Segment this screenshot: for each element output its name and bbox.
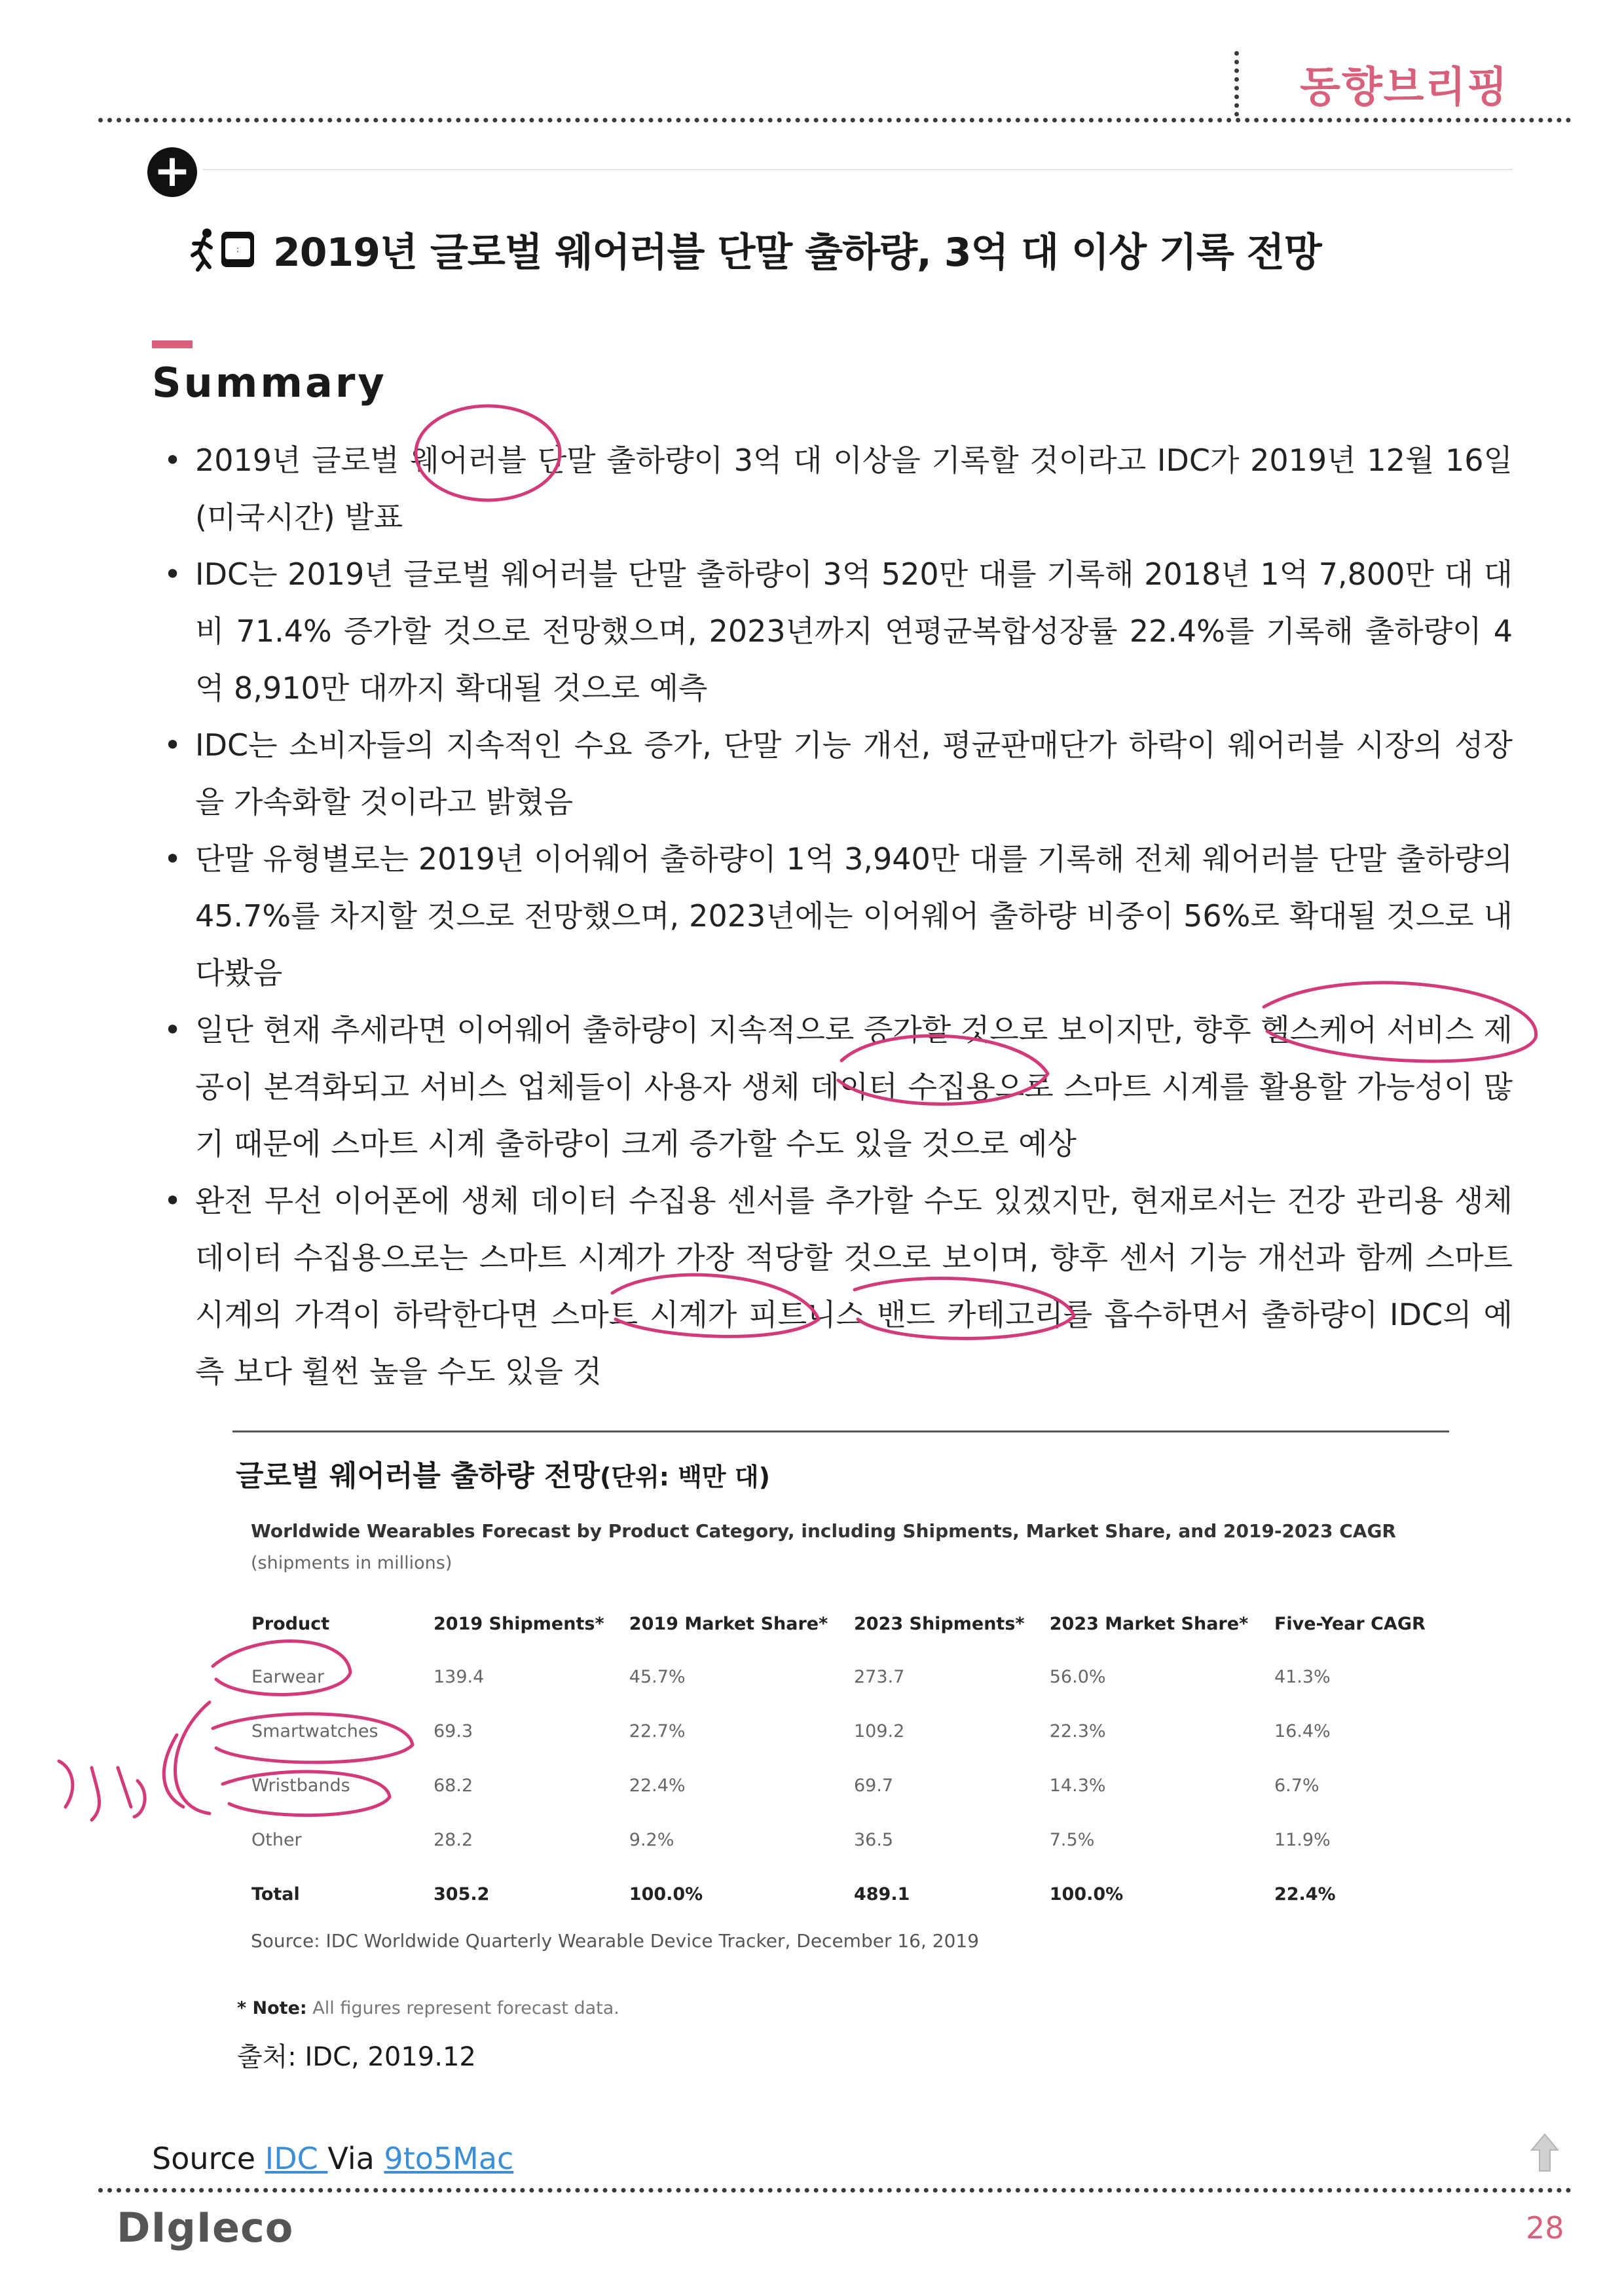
table-cell: 22.4% bbox=[1274, 1884, 1336, 1904]
column-header: 2019 Market Share* bbox=[629, 1613, 828, 1634]
table-cell: 11.9% bbox=[1274, 1830, 1331, 1850]
table-cell: 22.3% bbox=[1049, 1721, 1106, 1741]
table-cell: 68.2 bbox=[434, 1776, 473, 1796]
table-cell: 109.2 bbox=[853, 1721, 905, 1741]
page-number: 28 bbox=[1526, 2210, 1564, 2246]
forecast-table bbox=[242, 1597, 1441, 1922]
figure-title: 글로벌 웨어러블 출하량 전망(단위: 백만 대) bbox=[236, 1459, 770, 1493]
table-cell: Total bbox=[251, 1884, 300, 1904]
bullet-item: • IDC는 소비자들의 지속적인 수요 증가, 단말 기능 개선, 평균판매단가 하락이 웨어러블 시장의 성장을 가속화할 것이라고 밝혔음 bbox=[164, 717, 1513, 831]
table-cell: 28.2 bbox=[434, 1830, 473, 1850]
table-cell: Earwear bbox=[251, 1667, 325, 1687]
source-link-idc[interactable]: IDC bbox=[265, 2141, 328, 2176]
table-cell: Other bbox=[251, 1830, 302, 1850]
table-cell: 56.0% bbox=[1049, 1667, 1106, 1687]
figure-rule bbox=[232, 1430, 1449, 1432]
table-subtitle: (shipments in millions) bbox=[251, 1553, 452, 1573]
table-row bbox=[242, 1813, 1441, 1867]
footer-dotted-rule bbox=[98, 2188, 1572, 2193]
table-cell: 9.2% bbox=[629, 1830, 674, 1850]
table-cell: 41.3% bbox=[1274, 1667, 1331, 1687]
table-cell: 36.5 bbox=[853, 1830, 894, 1850]
table-total-row bbox=[242, 1867, 1441, 1922]
table-cell: Smartwatches bbox=[251, 1721, 378, 1741]
column-header: 2019 Shipments* bbox=[434, 1613, 604, 1634]
bullet-item: • 일단 현재 추세라면 이어웨어 출하량이 지속적으로 증가할 것으로 보이지만, 향후 헬스케어 서비스 제공이 본격화되고 서비스 업체들이 사용자 생체 데이터 수집용으로 스마트 시계를 활용할 가능성이 많기 때문에 스마트 시계 출하량이 크게 증가할 수도 있을 것으로 예상 bbox=[164, 1002, 1513, 1173]
table-source: Source: IDC Worldwide Quarterly Wearable Device Tracker, December 16, 2019 bbox=[251, 1930, 980, 1952]
article-title-row bbox=[190, 221, 1321, 278]
column-header: 2023 Shipments* bbox=[853, 1613, 1025, 1634]
bullet-item: • 단말 유형별로는 2019년 이어웨어 출하량이 1억 3,940만 대를 기록해 전체 웨어러블 단말 출하량의 45.7%를 차지할 것으로 전망했으며, 2023년에는 이어웨어 출하량 비중이 56%로 확대될 것으로 내다봤음 bbox=[164, 831, 1513, 1002]
table-cell: 45.7% bbox=[629, 1667, 686, 1687]
digieco-logo: DIgIeco bbox=[117, 2204, 294, 2251]
table-cell: 100.0% bbox=[629, 1884, 703, 1904]
table-cell: 7.5% bbox=[1049, 1830, 1095, 1850]
table-title: Worldwide Wearables Forecast by Product Category, including Shipments, Market Share, and 2019-2023 CAGR bbox=[251, 1520, 1396, 1542]
summary-heading: Summary bbox=[152, 359, 387, 407]
table-cell: 69.7 bbox=[853, 1776, 894, 1796]
table-cell: 273.7 bbox=[853, 1667, 905, 1687]
plus-icon: + bbox=[147, 147, 197, 197]
summary-accent-bar bbox=[152, 340, 193, 348]
article-title: 2019년 글로벌 웨어러블 단말 출하량, 3억 대 이상 기록 전망 bbox=[273, 230, 1321, 276]
table-cell: 139.4 bbox=[434, 1667, 485, 1687]
table-row bbox=[242, 1704, 1441, 1758]
summary-bullets bbox=[164, 432, 1513, 1400]
table-cell: Wristbands bbox=[251, 1776, 350, 1796]
scroll-top-arrow-icon[interactable] bbox=[1529, 2133, 1560, 2174]
bullet-item: • 완전 무선 이어폰에 생체 데이터 수집용 센서를 추가할 수도 있겠지만, 현재로서는 건강 관리용 생체 데이터 수집용으로는 스마트 시계가 가장 적당할 것으로 보이며, 향후 센서 기능 개선과 함께 스마트 시계의 가격이 하락한다면 스마트 시계가 피트니스 밴드 카테고리를 흡수하면서 출하량이 IDC의 예측 보다 휠썬 높을 수도 있을 것 bbox=[164, 1173, 1513, 1400]
bullet-item: • 2019년 글로벌 웨어러블 단말 출하량이 3억 대 이상을 기록할 것이라고 IDC가 2019년 12월 16일(미국시간) 발표 bbox=[164, 432, 1513, 546]
faint-rule bbox=[203, 169, 1513, 170]
svg-text::: : bbox=[236, 245, 240, 254]
table-cell: 305.2 bbox=[434, 1884, 490, 1904]
table-cell: 6.7% bbox=[1274, 1776, 1320, 1796]
table-row bbox=[242, 1758, 1441, 1813]
table-header-row bbox=[242, 1597, 1441, 1650]
table-cell: 22.7% bbox=[629, 1721, 686, 1741]
table-cell: 100.0% bbox=[1049, 1884, 1124, 1904]
source-line: Source IDC Via 9to5Mac bbox=[152, 2141, 514, 2176]
header-dotted-rule bbox=[98, 118, 1572, 122]
table-cell: 22.4% bbox=[629, 1776, 686, 1796]
table-cell: 489.1 bbox=[853, 1884, 910, 1904]
table-note: * Note: All figures represent forecast data. bbox=[237, 1998, 619, 2018]
table-row bbox=[242, 1650, 1441, 1704]
section-label: 동향브리핑 bbox=[1300, 64, 1509, 112]
bullet-item: • IDC는 2019년 글로벌 웨어러블 단말 출하량이 3억 520만 대를 기록해 2018년 1억 7,800만 대 대비 71.4% 증가할 것으로 전망했으며, 2023년까지 연평균복합성장률 22.4%를 기록해 출하량이 4억 8,910만 대까지 확대될 것으로 예측 bbox=[164, 546, 1513, 717]
table-cell: 16.4% bbox=[1274, 1721, 1331, 1741]
table-cell: 69.3 bbox=[434, 1721, 473, 1741]
figure-credit: 출처: IDC, 2019.12 bbox=[237, 2042, 476, 2072]
source-link-9to5mac[interactable]: 9to5Mac bbox=[384, 2141, 514, 2176]
column-header: 2023 Market Share* bbox=[1049, 1613, 1249, 1634]
runner-watch-icon bbox=[190, 227, 259, 272]
header-divider-vertical bbox=[1234, 51, 1239, 117]
column-header: Five-Year CAGR bbox=[1274, 1613, 1426, 1634]
column-header: Product bbox=[251, 1613, 330, 1634]
table-cell: 14.3% bbox=[1049, 1776, 1106, 1796]
